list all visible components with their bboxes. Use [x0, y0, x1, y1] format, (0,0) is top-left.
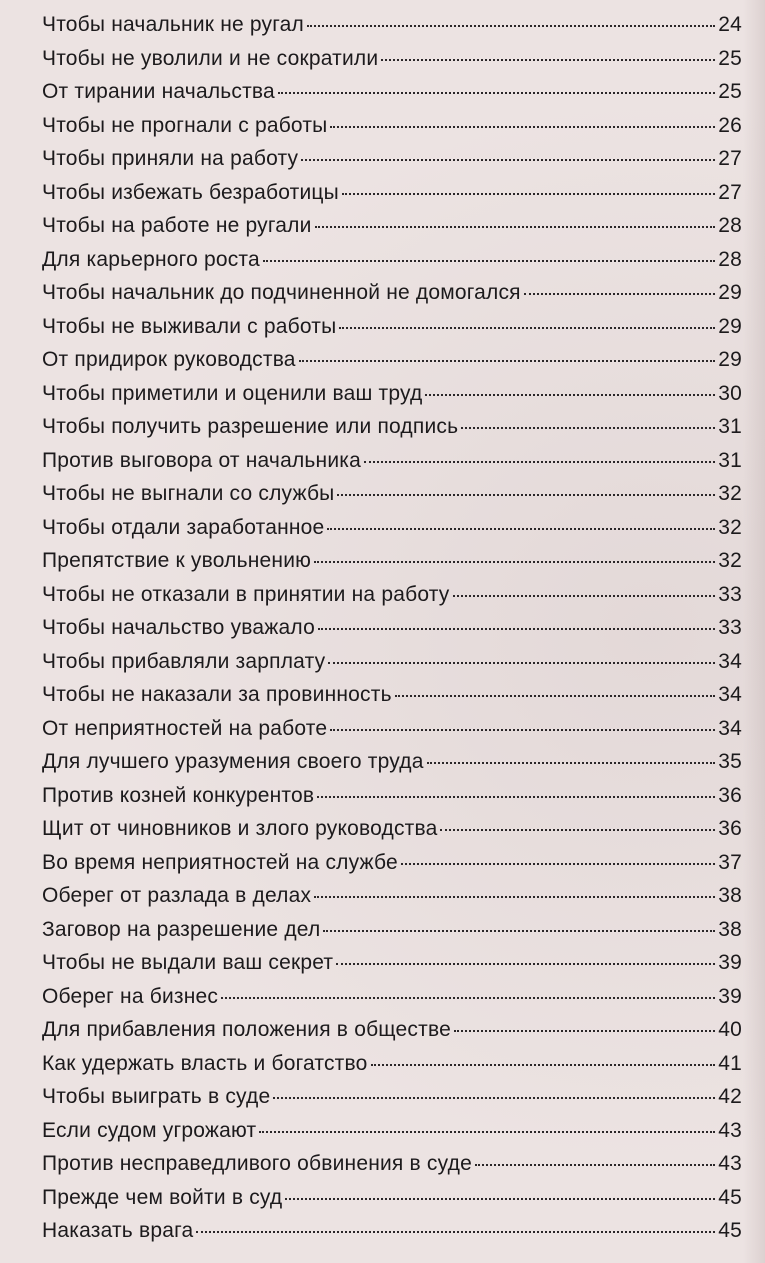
toc-entry-page: 34: [718, 683, 742, 706]
toc-entry-page: 45: [718, 1219, 742, 1242]
toc-entry-page: 31: [718, 415, 742, 438]
toc-entry-page: 37: [718, 850, 742, 874]
dot-leader: [314, 895, 715, 898]
toc-entry-title: Против несправедливого обвинения в суде: [42, 1152, 472, 1175]
toc-entry-page: 39: [718, 984, 742, 1008]
toc-entry: [42, 377, 742, 411]
toc-entry-page: 34: [718, 716, 742, 740]
toc-entry-page: 42: [718, 1085, 742, 1108]
toc-entry: [42, 913, 742, 947]
dot-leader: [342, 192, 715, 195]
toc-entry: [42, 1013, 742, 1047]
page-edge-shadow: [743, 0, 765, 1263]
toc-entry: [42, 611, 742, 645]
dot-leader: [401, 862, 715, 865]
toc-entry: [42, 410, 742, 444]
dot-leader: [337, 493, 715, 496]
toc-entry: [42, 176, 742, 210]
toc-entry: [42, 209, 742, 243]
toc-entry: [42, 879, 742, 913]
dot-leader: [330, 728, 715, 731]
toc-entry-title: Чтобы начальство уважало: [42, 616, 315, 639]
toc-entry-title: Чтобы не отказали в принятии на работу: [42, 582, 450, 606]
toc-entry-page: 36: [718, 783, 742, 807]
dot-leader: [318, 627, 715, 630]
toc-entry-title: Оберег на бизнес: [42, 984, 219, 1008]
dot-leader: [315, 225, 716, 228]
toc-entry-page: 31: [718, 448, 742, 472]
toc-entry-page: 26: [718, 113, 742, 137]
toc-entry-title: Заговор на разрешение дел: [42, 917, 321, 941]
toc-entry: [42, 343, 742, 377]
toc-entry: [42, 444, 742, 478]
dot-leader: [299, 359, 716, 362]
toc-entry: [42, 745, 742, 779]
toc-entry-page: 28: [718, 247, 742, 271]
dot-leader: [323, 929, 715, 932]
toc-entry-title: Если судом угрожают: [42, 1118, 257, 1142]
toc-entry: [42, 477, 742, 511]
dot-leader: [307, 24, 715, 27]
toc-entry-title: Чтобы прибавляли зарплату: [42, 649, 326, 673]
toc-entry: [42, 712, 742, 746]
toc-entry-page: 33: [718, 582, 742, 606]
toc-entry-page: 28: [718, 214, 742, 237]
toc-entry-page: 38: [718, 917, 742, 941]
toc-entry-page: 39: [718, 951, 742, 974]
dot-leader: [314, 560, 715, 563]
toc-entry-page: 36: [718, 817, 742, 840]
toc-entry: [42, 678, 742, 712]
toc-entry-page: 29: [718, 348, 742, 371]
toc-entry-title: Чтобы не выгнали со службы: [42, 482, 335, 505]
dot-leader: [336, 962, 715, 965]
toc-entry-title: Чтобы отдали заработанное: [42, 515, 325, 539]
toc-entry-title: Чтобы избежать безработицы: [42, 180, 339, 204]
toc-entry-title: Против козней конкурентов: [42, 783, 315, 807]
toc-entry-title: Чтобы на работе не ругали: [42, 214, 312, 237]
toc-entry-title: От тирании начальства: [42, 80, 275, 103]
toc-entry: [42, 1114, 742, 1148]
dot-leader: [330, 125, 715, 128]
toc-entry: [42, 812, 742, 846]
toc-entry: [42, 846, 742, 880]
toc-entry-title: Чтобы не выдали ваш секрет: [42, 951, 334, 974]
dot-leader: [327, 527, 715, 530]
toc-entry-title: Чтобы приметили и оценили ваш труд: [42, 381, 423, 405]
toc-entry-page: 27: [718, 147, 742, 170]
toc-entry: [42, 276, 742, 310]
toc-entry-page: 32: [718, 482, 742, 505]
toc-entry-title: Для карьерного роста: [42, 247, 260, 271]
dot-leader: [328, 661, 715, 664]
dot-leader: [364, 460, 715, 463]
toc-entry-title: Чтобы начальник не ругал: [42, 13, 304, 36]
dot-leader: [285, 1197, 715, 1200]
toc-entry-page: 30: [718, 381, 742, 405]
dot-leader: [339, 326, 715, 329]
toc-entry-title: Во время неприятностей на службе: [42, 850, 398, 874]
toc-entry: [42, 980, 742, 1014]
toc-entry: [42, 511, 742, 545]
toc-entry: [42, 8, 742, 42]
toc-entry-title: Для прибавления положения в обществе: [42, 1018, 451, 1041]
dot-leader: [259, 1130, 715, 1133]
dot-leader: [425, 393, 715, 396]
toc-entry-page: 38: [718, 884, 742, 907]
toc-entry-page: 33: [718, 616, 742, 639]
toc-entry-title: Для лучшего уразумения своего труда: [42, 750, 424, 773]
toc-entry-title: Чтобы не наказали за провинность: [42, 683, 392, 706]
toc-entry-page: 24: [718, 13, 742, 36]
toc-entry-title: Чтобы выиграть в суде: [42, 1085, 271, 1108]
toc-entry-page: 32: [718, 515, 742, 539]
toc-entry: [42, 42, 742, 76]
toc-entry: [42, 1181, 742, 1215]
toc-entry-page: 29: [718, 281, 742, 304]
toc-entry: [42, 109, 742, 143]
toc-entry: [42, 1214, 742, 1248]
dot-leader: [196, 1230, 715, 1233]
toc-entry: [42, 142, 742, 176]
toc-entry: [42, 578, 742, 612]
dot-leader: [453, 594, 716, 597]
toc-entry-title: Чтобы начальник до подчиненной не домогался: [42, 281, 521, 304]
toc-entry-title: Оберег от разлада в делах: [42, 884, 312, 907]
toc-entry-title: От неприятностей на работе: [42, 716, 328, 740]
dot-leader: [524, 292, 715, 295]
toc-entry-page: 45: [718, 1185, 742, 1209]
toc-entry-title: Чтобы не уволили и не сократили: [42, 46, 379, 70]
toc-entry: [42, 243, 742, 277]
table-of-contents: [42, 8, 742, 1248]
toc-entry-title: Щит от чиновников и злого руководства: [42, 817, 438, 840]
toc-entry-page: 35: [718, 750, 742, 773]
toc-entry-title: Препятствие к увольнению: [42, 549, 312, 572]
toc-entry-title: Чтобы получить разрешение или подпись: [42, 415, 459, 438]
toc-entry: [42, 645, 742, 679]
dot-leader: [317, 795, 715, 798]
toc-entry-title: Чтобы приняли на работу: [42, 147, 299, 170]
dot-leader: [395, 694, 716, 697]
toc-entry: [42, 1147, 742, 1181]
dot-leader: [301, 158, 715, 161]
toc-entry-title: Как удержать власть и богатство: [42, 1051, 368, 1075]
dot-leader: [381, 58, 715, 61]
dot-leader: [273, 1096, 715, 1099]
toc-entry: [42, 1047, 742, 1081]
toc-entry-title: Наказать врага: [42, 1219, 194, 1242]
toc-entry-page: 32: [718, 549, 742, 572]
toc-entry: [42, 1080, 742, 1114]
toc-entry: [42, 946, 742, 980]
toc-entry-page: 29: [718, 314, 742, 338]
toc-entry-page: 34: [718, 649, 742, 673]
dot-leader: [278, 91, 715, 94]
toc-entry-title: От придирок руководства: [42, 348, 296, 371]
toc-entry-page: 40: [718, 1018, 742, 1041]
toc-entry: [42, 75, 742, 109]
dot-leader: [440, 828, 715, 831]
toc-entry: [42, 779, 742, 813]
dot-leader: [221, 996, 715, 999]
dot-leader: [475, 1163, 715, 1166]
toc-entry-page: 43: [718, 1152, 742, 1175]
toc-entry: [42, 310, 742, 344]
toc-entry: [42, 544, 742, 578]
toc-entry-title: Прежде чем войти в суд: [42, 1185, 283, 1209]
dot-leader: [461, 426, 715, 429]
toc-entry-page: 27: [718, 180, 742, 204]
toc-entry-page: 25: [718, 80, 742, 103]
toc-entry-page: 25: [718, 46, 742, 70]
toc-entry-page: 41: [718, 1051, 742, 1075]
toc-entry-page: 43: [718, 1118, 742, 1142]
dot-leader: [427, 761, 716, 764]
toc-entry-title: Чтобы не прогнали с работы: [42, 113, 328, 137]
toc-entry-title: Против выговора от начальника: [42, 448, 362, 472]
toc-entry-title: Чтобы не выживали с работы: [42, 314, 337, 338]
dot-leader: [454, 1029, 715, 1032]
dot-leader: [371, 1063, 716, 1066]
dot-leader: [263, 259, 715, 262]
